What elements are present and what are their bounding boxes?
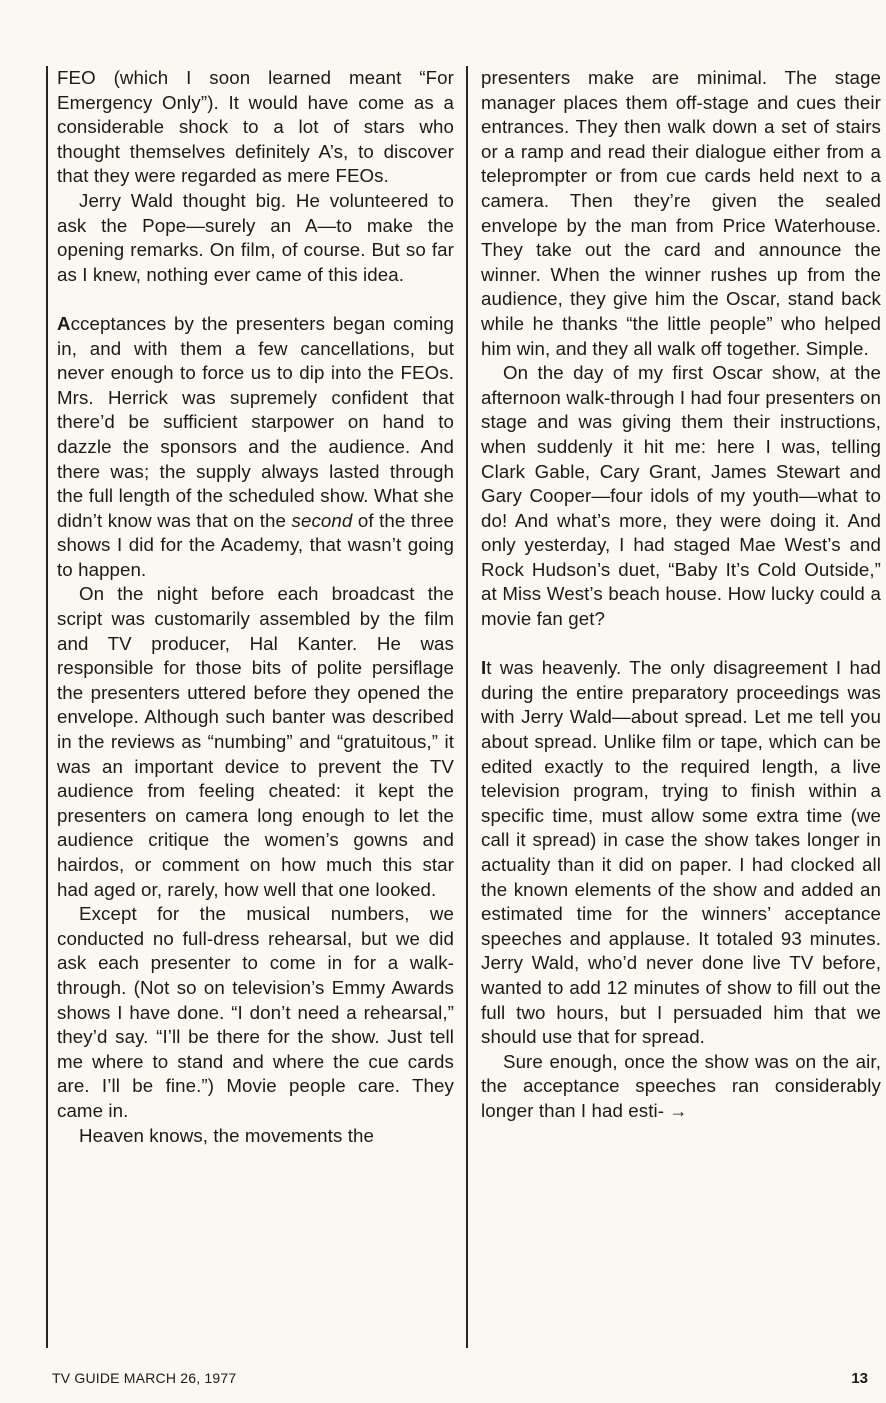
- lead-letter: I: [481, 657, 487, 679]
- paragraph: Except for the musical numbers, we conducted no full-dress rehearsal, but we did ask each presenter to come in for a walk-through. (Not so on television’s Emmy Awards shows I have done. “I don’t need a rehearsal,” they’d say. “I’ll be there for the show. Just tell me where to stand and where the cue cards are. I’ll be fine.”) Movie people care. They came in.: [57, 903, 454, 1121]
- center-column-rule: [466, 66, 468, 1348]
- paragraph: Heaven knows, the movements the: [79, 1124, 374, 1146]
- paragraph: presenters make are minimal. The stage manager places them off-stage and cues their entrances. They then walk down a set of stairs or a ramp and read their dialogue either from a teleprompter or from cue cards held next to a camera. Then they’re given the sealed envelope by the man from Price Waterhouse. They take out the card and announce the winner. When the winner rushes up from the audience, they give him the Oscar, stand back while he thanks “the little people” who helped him win, and they all walk off together. Simple.: [481, 67, 881, 359]
- paragraph: FEO (which I soon learned meant “For Emergency Only”). It would have come as a considerable shock to a lot of stars who thought themselves definitely A’s, to discover that they were regarded as mere FEOs.: [57, 67, 454, 187]
- left-column-rule: [46, 66, 48, 1348]
- right-column: [481, 66, 881, 1124]
- paragraph: On the day of my first Oscar show, at the afternoon walk-through I had four presenters on stage and was giving them their instructions, when suddenly it hit me: here I was, telling Clark Gable, Cary Grant, James Stewart and Gary Cooper—four idols of my youth—what to do! And what’s more, they were doing it. And only yesterday, I had staged Mae West’s and Rock Hudson’s duet, “Baby It’s Cold Outside,” at Miss West’s beach house. How lucky could a movie fan get?: [481, 362, 881, 630]
- page-number: 13: [851, 1370, 868, 1387]
- lead-letter: A: [57, 312, 71, 334]
- paragraph: Jerry Wald thought big. He volunteered to ask the Pope—surely an A—to make the opening remarks. On film, of course. But so far as I knew, nothing ever came of this idea.: [57, 189, 454, 285]
- continue-arrow-icon: →: [669, 1100, 688, 1121]
- paragraph: Sure enough, once the show was on the air, the acceptance speeches ran considerably longer than I had esti- →: [481, 1050, 881, 1121]
- section-paragraph: It was heavenly. The only disagreement I had during the entire preparatory proceedings was with Jerry Wald—about spread. Let me tell you about spread. Unlike film or tape, which can be edited exactly to the required length, a live television program, trying to finish within a specific time, must allow some extra time (we call it spread) in case the show takes longer in actuality than it did on paper. I had clocked all the known elements of the show and added an estimated time for the winners’ acceptance speeches and applause. It totaled 93 minutes. Jerry Wald, who’d never done live TV before, wanted to add 12 minutes of show to fill out the full two hours, but I persuaded him that we should use that for spread.: [481, 657, 881, 1048]
- paragraph: On the night before each broadcast the script was customarily assembled by the film and TV producer, Hal Kanter. He was responsible for those bits of polite persiflage the presenters uttered before they opened the envelope. Although such banter was described in the reviews as “numbing” and “gratuitous,” it was an important device to prevent the TV audience from feeling cheated: it kept the presenters on camera long enough to let the audience critique the women’s gowns and hairdos, or comment on how much this star had aged or, rarely, how well that one looked.: [57, 583, 454, 900]
- section-paragraph: Acceptances by the presenters began coming in, and with them a few cancellations, but never enough to force us to dip into the FEOs. Mrs. Herrick was supremely confident that there’d be sufficient starpower on hand to dazzle the sponsors and the audience. And there was; the supply always lasted through the full length of the scheduled show. What she didn’t know was that on the second of the three shows I did for the Academy, that wasn’t going to happen.: [57, 312, 454, 580]
- left-column: [57, 66, 454, 1148]
- issue-footer: TV GUIDE MARCH 26, 1977: [52, 1370, 237, 1386]
